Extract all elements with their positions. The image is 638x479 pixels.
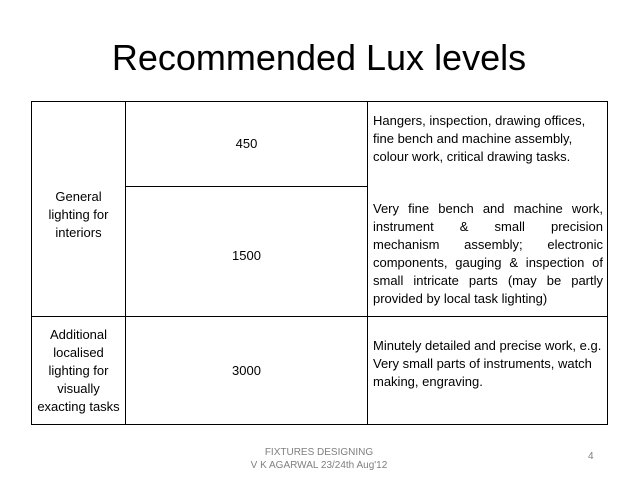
lux-levels-table: [31, 101, 608, 425]
category-general-lighting: General lighting for interiors: [31, 101, 125, 316]
slide-footer: [238, 446, 400, 472]
description-1500: Very fine bench and machine work, instrument & small precision mechanism assembly; electronic components, gauging & inspection of small intricate parts (may be partly provided by local task lighting): [367, 200, 608, 316]
page-number: 4: [588, 451, 594, 462]
footer-course-title: FIXTURES DESIGNING: [264, 447, 374, 458]
lux-value-3000: 3000: [125, 316, 367, 425]
slide-title: Recommended Lux levels: [111, 37, 527, 78]
lux-value-1500: 1500: [125, 186, 367, 316]
lux-value-450: 450: [125, 101, 367, 186]
description-3000: Minutely detailed and precise work, e.g. Very small parts of instruments, watch making, engraving.: [367, 316, 608, 425]
footer-author-date: V K AGARWAL 23/24th Aug'12: [250, 460, 388, 471]
category-additional-lighting: Additional localised lighting for visually exacting tasks: [31, 316, 125, 425]
description-450: Hangers, inspection, drawing offices, fine bench and machine assembly, colour work, critical drawing tasks.: [367, 101, 608, 200]
